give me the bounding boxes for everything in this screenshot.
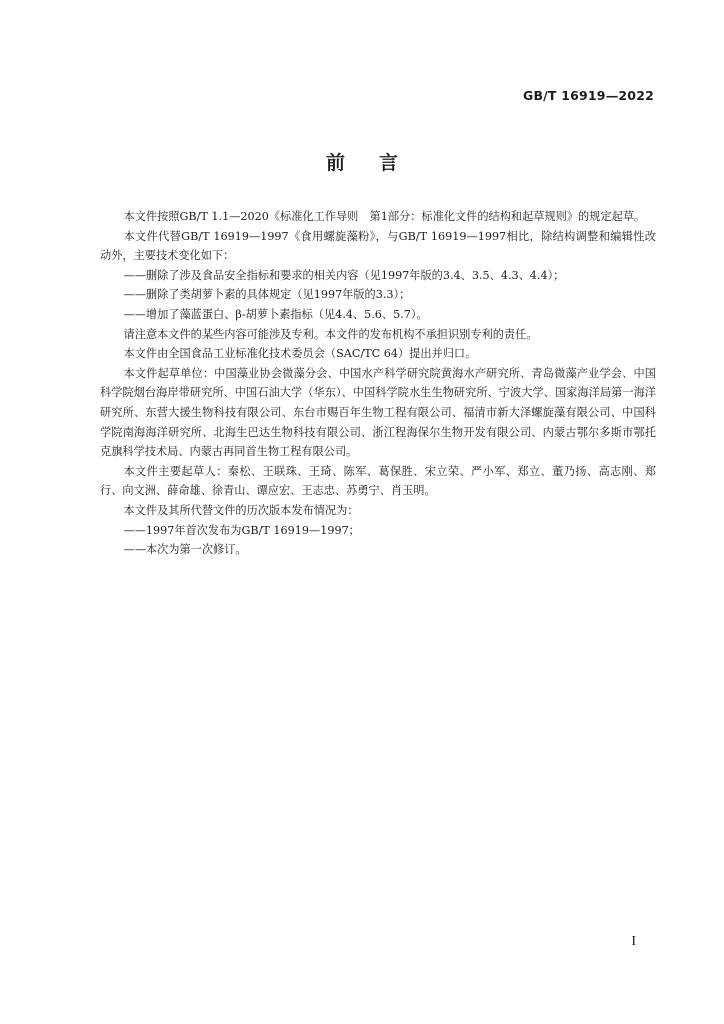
change-item-2: ——删除了类胡萝卜素的具体规定（见1997年版的3.3）； — [123, 288, 411, 302]
paragraph-replacement: 本文件代替GB/T 16919—1997《食用螺旋藻粉》，与GB/T 16919—1997相比，除结构调整和编辑性改动外，主要技术变化如下： — [100, 229, 656, 263]
paragraph-history: 本文件及其所代替文件的历次版本发布情况为： — [123, 503, 359, 517]
history-item-1: ——1997年首次发布为GB/T 16919—1997； — [123, 523, 360, 537]
paragraph-proposer: 本文件由全国食品工业标准化技术委员会（SAC/TC 64）提出并归口。 — [123, 347, 477, 361]
standard-code: GB/T 16919—2022 — [522, 88, 654, 103]
change-item-3: ——增加了藻蓝蛋白、β-胡萝卜素指标（见4.4、5.6、5.7）。 — [123, 307, 428, 321]
paragraph-drafters: 本文件主要起草人：秦松、王联珠、王琦、陈军、葛保胜、宋立荣、严小军、郑立、董乃扬、高志刚、郑行、向文洲、薛命雄、徐青山、谭应宏、王志忠、苏勇宁、肖玉明。 — [100, 464, 656, 498]
history-item-2: ——本次为第一次修订。 — [123, 543, 247, 557]
paragraph-drafting-rules: 本文件按照GB/T 1.1—2020《标准化工作导则 第1部分：标准化文件的结构和起草规则》的规定起草。 — [123, 210, 646, 223]
paragraph-drafting-units: 本文件起草单位：中国藻业协会微藻分会、中国水产科学研究院黄海水产研究所、青岛微藻产业学会、中国科学院烟台海岸带研究所、中国石油大学（华东）、中国科学院水生生物研究所、宁波大学、国家海洋局第一海洋研究所、东营大援生物科技有限公司、东台市赐百年生物工程有限公司、福清市新大泽螺旋藻有限公司、中国科学院南海海洋研究所、北海生巴达生物科技有限公司、浙江程海保尔生物开发有限公司、内蒙古鄂尔多斯市鄂托克旗科学技术局、内蒙古再同首生物工程有限公司。 — [100, 366, 656, 459]
paragraph-patent-notice: 请注意本文件的某些内容可能涉及专利。本文件的发布机构不承担识别专利的责任。 — [123, 327, 538, 341]
foreword-body — [100, 207, 656, 560]
page-number: I — [631, 934, 636, 949]
page-title: 前言 — [325, 152, 432, 174]
change-item-1: ——删除了涉及食品安全指标和要求的相关内容（见1997年版的3.4、3.5、4.3、4.4）； — [123, 268, 565, 282]
